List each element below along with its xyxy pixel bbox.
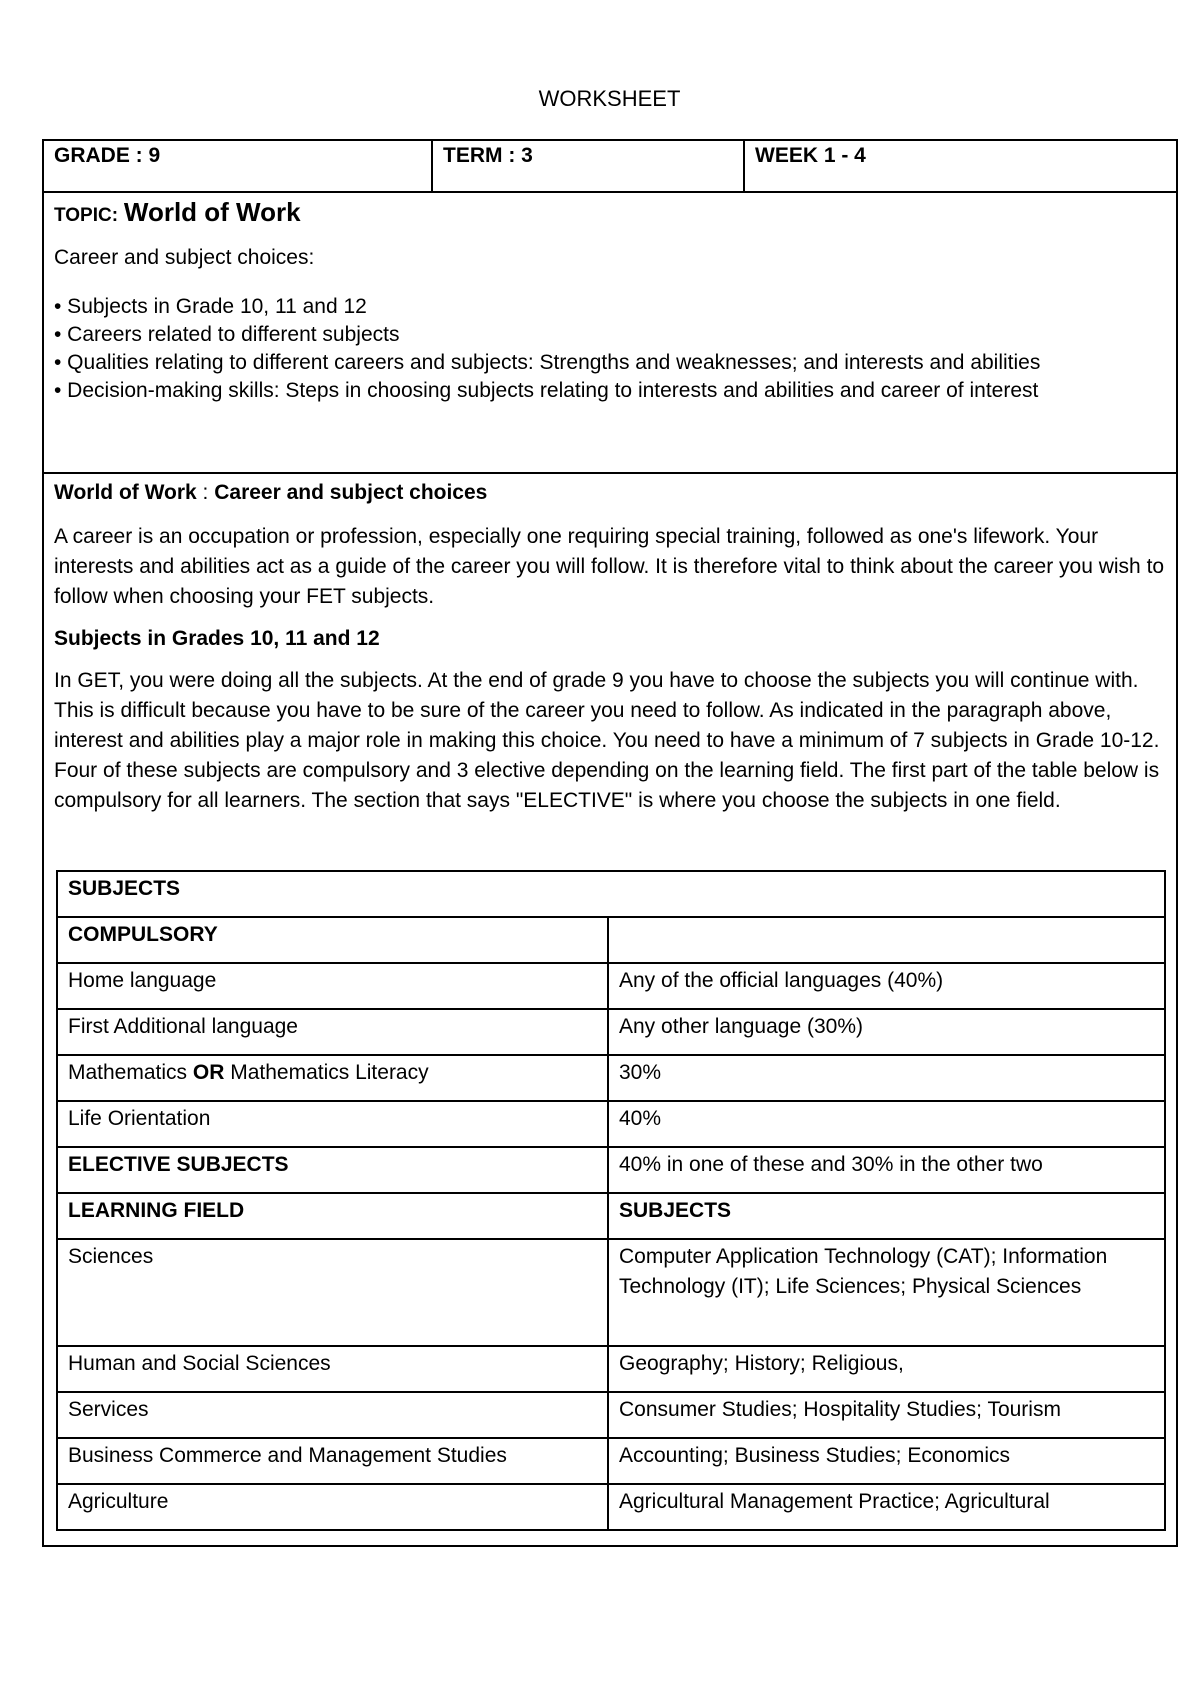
table-cell: Consumer Studies; Hospitality Studies; Tourism [608,1392,1165,1438]
table-cell: Agricultural Management Practice; Agricultural [608,1484,1165,1530]
math-lit-label: Mathematics Literacy [224,1061,429,1084]
section-divider [44,472,1176,474]
table-cell: Computer Application Technology (CAT); Information Technology (IT); Life Sciences; Physical Sciences [608,1239,1165,1346]
table-cell: Accounting; Business Studies; Economics [608,1438,1165,1484]
week-cell: WEEK 1 - 4 [755,144,866,167]
topic-label: TOPIC: [54,205,119,226]
grade-cell: GRADE : 9 [54,144,161,167]
table-row [57,963,1165,1009]
table-row [57,1392,1165,1438]
heading-separator: : [196,481,215,504]
intro-paragraph: A career is an occupation or profession, especially one requiring special training, followed as one's lifework. Your interests and abilities act as a guide of the career you will follow. It is therefore vital to think about the career you wish to follow when choosing your FET subjects. [54,525,1165,608]
table-cell: Geography; History; Religious, [608,1346,1165,1392]
table-row [57,1147,1165,1193]
section-heading-sub: Career and subject choices [214,481,488,504]
math-label: Mathematics [68,1061,193,1084]
compulsory-header: COMPULSORY [57,917,608,963]
table-row [57,1346,1165,1392]
table-cell: Services [57,1392,608,1438]
header-row [44,141,1176,193]
table-cell: Home language [57,963,608,1009]
table-row [57,1239,1165,1346]
section-heading: World of Work [54,481,197,504]
table-row [57,917,1165,963]
table-cell [57,1055,608,1101]
table-row [57,1438,1165,1484]
table-heading: SUBJECTS [57,871,1165,917]
table-cell: Any of the official languages (40%) [608,963,1165,1009]
topic-bullet: • Subjects in Grade 10, 11 and 12 [54,295,367,318]
table-row [57,1484,1165,1530]
table-cell: Business Commerce and Management Studies [57,1438,608,1484]
table-cell: Agriculture [57,1484,608,1530]
table-cell: Any other language (30%) [608,1009,1165,1055]
table-cell: Sciences [57,1239,608,1346]
table-row [57,1009,1165,1055]
topic-block [54,198,1166,405]
table-cell: Human and Social Sciences [57,1346,608,1392]
table-cell: 40% in one of these and 30% in the other two [608,1147,1165,1193]
get-paragraph: In GET, you were doing all the subjects. At the end of grade 9 you have to choose the subjects you will continue with. This is difficult because you have to be sure of the career you need to follow. As indicated in the paragraph above, interest and abilities play a major role in making this choice. You need to have a minimum of 7 subjects in Grade 10-12. Four of these subjects are compulsory and 3 elective depending on the learning field. The first part of the table below is compulsory for all learners. The section that says "ELECTIVE" is where you choose the subjects in one field. [54,669,1160,812]
topic-subtitle: Career and subject choices: [54,246,315,269]
table-cell [608,917,1165,963]
or-label: OR [192,1061,225,1084]
table-cell: 30% [608,1055,1165,1101]
elective-header: ELECTIVE SUBJECTS [57,1147,608,1193]
topic-bullet: • Decision-making skills: Steps in choosing subjects relating to interests and abilities and career of interest [54,379,1039,402]
table-row [57,1101,1165,1147]
topic-name: World of Work [123,197,301,227]
table-row [57,1055,1165,1101]
learning-field-header: LEARNING FIELD [57,1193,608,1239]
subjects-header: SUBJECTS [608,1193,1165,1239]
page-title: WORKSHEET [538,86,681,111]
term-cell: TERM : 3 [443,144,533,167]
table-cell: Life Orientation [57,1101,608,1147]
table-row [57,871,1165,917]
topic-bullet: • Qualities relating to different careers and subjects: Strengths and weaknesses; and interests and abilities [54,351,1041,374]
table-cell: First Additional language [57,1009,608,1055]
subjects-table [56,870,1166,1531]
topic-bullet: • Careers related to different subjects [54,323,400,346]
worksheet-frame [42,139,1178,1547]
table-row [57,1193,1165,1239]
table-cell: 40% [608,1101,1165,1147]
section-body [54,478,1166,816]
subheading: Subjects in Grades 10, 11 and 12 [54,627,380,650]
